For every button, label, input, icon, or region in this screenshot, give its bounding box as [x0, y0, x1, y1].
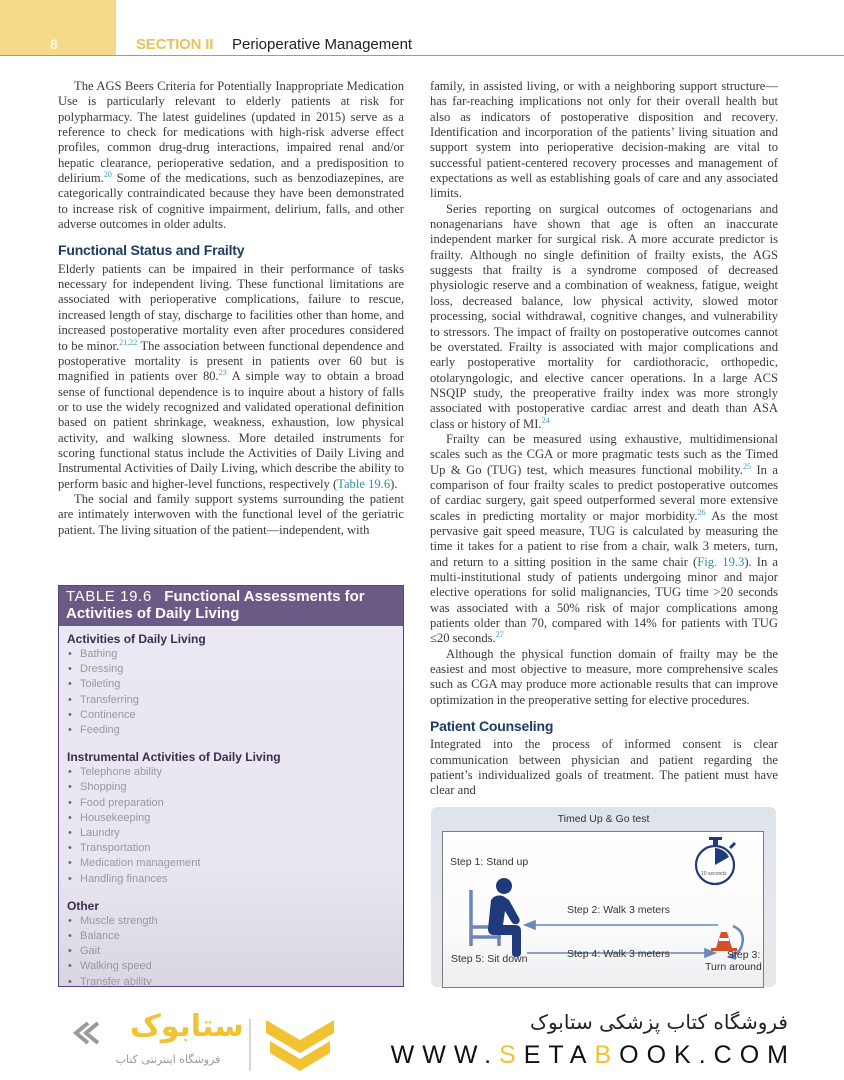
list-item: • Toileting — [67, 677, 395, 692]
list-item: • Muscle strength — [67, 914, 395, 929]
heading-functional-status: Functional Status and Frailty — [58, 242, 245, 259]
list-item: • Handling finances — [67, 872, 395, 887]
figure-tug-test — [431, 807, 776, 987]
list-item: • Shopping — [67, 780, 395, 795]
step-4-label: Step 4: Walk 3 meters — [567, 948, 670, 960]
figure-panel — [442, 831, 764, 988]
paragraph-functional: Elderly patients can be impaired in their performance of tasks necessary for independent living. These functional limitations are associated with perioperative complications, failure to rescue, increased length of stay, discharge to facilities other than home, and increased postoperative mortality even after procedures considered to be minor.$^{21,22}$ The association between functional dependence and postoperative mortality is present in patients over 60 but is magnified in patients over 80.23 A simple way to obtain a broad sense of functional dependence is to inquire about a history of falls or to use the widely recognized and validated operational definition based on patient shrinkage, weakness, exhaustion, low physical activity, and walking slowness. More detailed instruments for scoring functional status include the Activities of Daily Living and Instrumental Activities of Daily Living, which describe the ability to perform basic and higher-level functions, respectively (Table 19.6). — [58, 261, 404, 491]
shield-chevron-icon — [266, 1020, 334, 1071]
list-item: • Dressing — [67, 662, 395, 677]
list-item: • Continence — [67, 708, 395, 723]
list-item: • Laundry — [67, 826, 395, 841]
reference-20[interactable]: 20 — [103, 169, 112, 179]
figure-link[interactable]: Fig. 19.3 — [697, 554, 745, 569]
table-group — [67, 750, 395, 887]
table-group — [67, 899, 395, 990]
list-item: • Transfer ability — [67, 975, 395, 990]
person-icon — [488, 878, 521, 957]
paragraph-frailty: Series reporting on surgical outcomes of octogenarians and nonagenarians have shown that age is often an inaccurate independent marker for surgical risk. A more accurate predictor is frailty. Although no single definition of frailty exists, the AGS suggests that frailty is a syndrome composed of decreased physiologic reserve and a combination of weakness, fatigue, weight loss, decreased balance, low physical activity, slowed motor processing, social withdrawal, cognitive changes, and vulnerability to stressors. The impact of frailty on postoperative outcomes cannot be overstated. Frailty is associated with major complications and early postoperative mortality for cardiothoracic, orthopedic, otolaryngologic, and elective cancer operations. In a large ACS NSQIP study, the preoperative frailty index was more strongly associated with postoperative cardiac arrest and death than ASA class or history of MI.$^{24}$ — [430, 201, 778, 431]
reference-25[interactable]: 25 — [742, 461, 751, 471]
paragraph-counseling: Integrated into the process of informed consent is clear communication between physician and patient regarding the patient’s individualized goals of treatment. The patient must have clear and — [430, 737, 778, 798]
step-3-label: Step 3: — [727, 949, 761, 961]
stopwatch-label: 10 seconds — [701, 871, 727, 877]
section-title: Perioperative Management — [232, 36, 413, 53]
double-chevron-icon — [76, 1023, 98, 1043]
step-1-label: Step 1: Stand up — [450, 856, 529, 868]
step-2-label: Step 2: Walk 3 meters — [567, 904, 670, 916]
table-title: Functional Assessments for Activities of Daily Living — [66, 588, 365, 622]
list-item: • Housekeeping — [67, 811, 395, 826]
item-list — [67, 765, 395, 887]
item-list — [67, 914, 395, 990]
step-5-label: Step 5: Sit down — [451, 953, 528, 965]
reference-27[interactable]: 27 — [495, 630, 504, 640]
logo-wordmark: ستابوک — [130, 1009, 244, 1044]
group-heading: Activities of Daily Living — [67, 632, 206, 646]
list-item: • Transferring — [67, 693, 395, 708]
right-column — [430, 79, 778, 799]
logo-subtitle: فروشگاه اینترنتی کتاب — [115, 1053, 221, 1066]
reference-21-22[interactable]: 21,22 — [119, 337, 138, 347]
group-heading: Instrumental Activities of Daily Living — [67, 750, 281, 765]
table-body — [59, 626, 403, 996]
reference-23[interactable]: 23 — [218, 368, 227, 377]
store-logo — [70, 1005, 340, 1077]
list-item: • Walking speed — [67, 959, 395, 974]
list-item: • Transportation — [67, 841, 395, 856]
paragraph-beers: The AGS Beers Criteria for Potentially Inappropriate Medication Use is particularly relevant to elderly patients at risk for polypharmacy. The latest guidelines (updated in 2015) serve as a reference to check for medications with high-risk adverse effect profiles, common drug-drug interactions, impaired renal and/or hepatic clearance, perioperative sedation, and a predisposition to delirium.$^{20}$ Some of the medications, such as benzodiazepines, are categorically contraindicated because they have been demonstrated to increase risk of cognitive impairment, delirium, falls, and other adverse outcomes in older adults. — [58, 79, 404, 232]
group-heading: Other — [67, 898, 100, 913]
list-item: • Bathing — [67, 647, 395, 662]
store-title: فروشگاه کتاب پزشکی ستابوک — [530, 1010, 788, 1034]
paragraph-tug: Frailty can be measured using exhaustive, multidimensional scales such as the CGA or more pragmatic tests such as the Timed Up & Go (TUG) test, which measures functional mobility.$^{25}$ In a comparison of four frailty scales to predict postoperative outcomes of cardiac surgery, gait speed outperformed several more extensive scales in predicting mortality or major morbidity.$^{26}$ As the most pervasive gait speed measure, TUG is calculated by measuring the time it takes for a patient to rise from a chair, walk 3 meters, turn, and return to a sitting position in the same chair (Fig. 19.3). In a multi-institutional study of patients undergoing minor and major elective operations for solid malignancies, TUG time >20 seconds was associated with a 50% risk of major complications among patients older than 70, compared with 14% for patients with TUG ≤20 seconds.$^{27}$ — [430, 431, 779, 646]
item-list — [67, 647, 395, 738]
heading-patient-counseling: Patient Counseling — [430, 718, 554, 735]
figure-title: Timed Up & Go test — [557, 813, 650, 825]
list-item: • Food preparation — [67, 796, 395, 811]
list-item: • Telephone ability — [67, 765, 395, 780]
list-item: • Feeding — [67, 723, 395, 738]
step-3-sublabel: Turn around — [705, 961, 762, 973]
section-label: SECTION II — [136, 36, 214, 53]
reference-26[interactable]: 26 — [697, 507, 706, 517]
reference-24[interactable]: 24 — [541, 415, 550, 425]
store-url[interactable]: WWW.SETABOOK.COM — [390, 1041, 796, 1069]
table-number: TABLE 19.6 — [66, 588, 152, 605]
list-item: • Balance — [67, 929, 395, 944]
table-link[interactable]: Table 19.6 — [337, 476, 391, 491]
paragraph-physical: Although the physical function domain of frailty may be the easiest and most objective to measure, more comprehensive scales such as CGA may produce more actionable results that can improve optimization in the preoperative setting for elective procedures. — [430, 646, 778, 707]
paragraph-family: family, in assisted living, or with a neighboring support structure—has far-reaching implications not only for their overall health but also as indicators of postoperative disposition and recovery. Identification and incorporation of the patients’ living situation and support system into perioperative decision-making are vital to successful patient-centered recovery processes and management of expectations as well as establishing goals of care and any associated limits. — [430, 79, 778, 201]
header-divider — [0, 55, 844, 56]
return-arrow — [525, 921, 718, 929]
table-group — [67, 632, 395, 738]
table-19-6 — [58, 585, 404, 987]
list-item: • Medication management — [67, 856, 395, 871]
list-item: • Gait — [67, 944, 395, 959]
header-tab — [0, 0, 116, 56]
left-column — [58, 79, 404, 538]
page-number: 8 — [50, 36, 58, 52]
paragraph-social: The social and family support systems surrounding the patient are intimately interwoven with the functional level of the geriatric patient. The living situation of the patient—independent, with — [58, 491, 404, 537]
table-header — [59, 586, 403, 626]
